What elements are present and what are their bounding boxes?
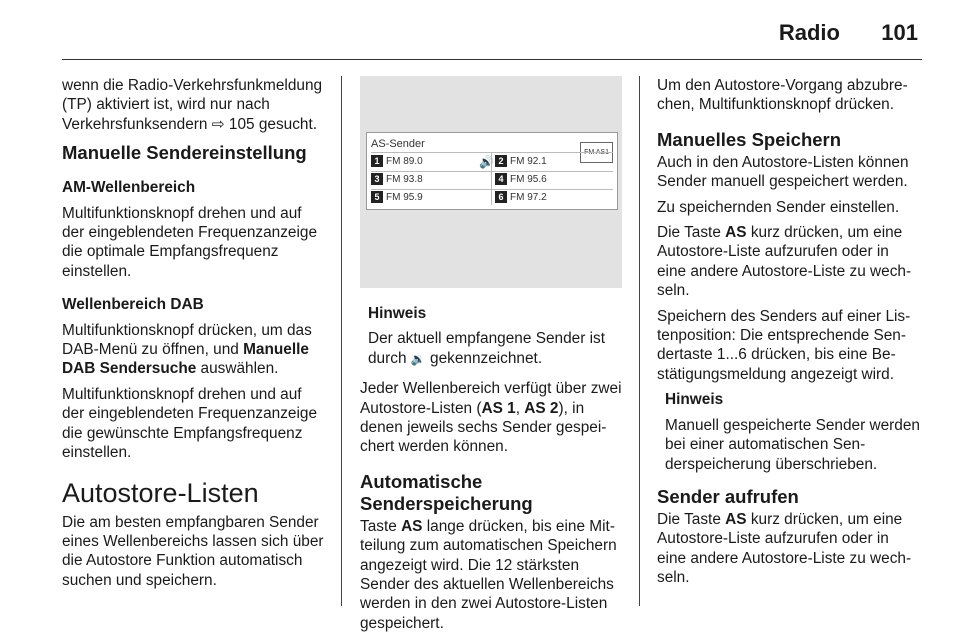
dab-paragraph bbox=[62, 321, 324, 379]
screen-divider bbox=[371, 152, 613, 153]
column-1 bbox=[62, 76, 324, 596]
autostore-screen-figure bbox=[360, 76, 622, 288]
bold-as: AS bbox=[725, 224, 747, 242]
text: , bbox=[515, 399, 525, 417]
heading-manual-tuning: Manuelle Sendereinstellung bbox=[62, 142, 307, 164]
station-1 bbox=[371, 154, 423, 170]
station-label: FM 92.1 bbox=[510, 156, 547, 167]
store-position-paragraph: Speichern des Senders auf einer Listenposition: Die entsprechende Sendertaste 1...6 drücken, bis eine Bestätigungsmeldung angezeigt wird. bbox=[657, 307, 911, 383]
manual-save-paragraph: Auch in den Autostore-Listen können Sender manuell gespeichert werden. bbox=[657, 153, 909, 191]
speaker-icon: 🔉 bbox=[410, 351, 426, 366]
bold-as1: AS 1 bbox=[481, 399, 516, 417]
preset-number: 1 bbox=[371, 155, 383, 167]
autostore-lists-paragraph bbox=[360, 379, 622, 457]
as-button-paragraph bbox=[657, 223, 922, 301]
station-label: FM 95.9 bbox=[386, 192, 423, 203]
column-divider-2 bbox=[639, 76, 640, 606]
heading-recall: Sender aufrufen bbox=[657, 485, 799, 507]
bold-as: AS bbox=[401, 517, 423, 535]
station-label: FM 97.2 bbox=[510, 192, 547, 203]
note-text-start: Der aktuell empfangene Sender ist durch bbox=[368, 330, 605, 367]
station-2 bbox=[495, 154, 547, 170]
column-divider-1 bbox=[341, 76, 342, 606]
preset-number: 6 bbox=[495, 191, 507, 203]
preset-number: 5 bbox=[371, 191, 383, 203]
tune-paragraph: Zu speichernden Sender einstellen. bbox=[657, 198, 900, 216]
text: kurz drücken, um eine Autostore-Liste aufzurufen oder in eine andere Autostore-Liste zu wechseln. bbox=[657, 510, 912, 587]
text: Taste bbox=[360, 517, 402, 535]
dab-paragraph-2: Multifunktionsknopf drehen und auf der eingeblendeten Frequenzanzeige die gewünschte Empfangsfrequenz einstellen. bbox=[62, 385, 317, 462]
station-3 bbox=[371, 172, 423, 188]
station-label: FM 89.0 bbox=[386, 156, 423, 167]
recall-paragraph bbox=[657, 510, 922, 588]
text: Die Taste bbox=[657, 510, 726, 528]
column-3 bbox=[657, 76, 922, 594]
note-box bbox=[657, 390, 922, 474]
note-box bbox=[360, 304, 622, 369]
dab-text: Multifunktionsknopf drücken, um das DAB-Menü zu öffnen, und bbox=[62, 321, 312, 359]
heading-auto-store: Automatische Senderspeicherung bbox=[360, 470, 533, 514]
note-text: Manuell gespeicherte Sender werden bei einer automatischen Senderspeicherung überschrieben. bbox=[665, 416, 920, 473]
display-screen bbox=[366, 132, 618, 210]
note-text bbox=[368, 329, 622, 369]
subheading-am: AM-Wellenbereich bbox=[62, 179, 196, 197]
text: ), in denen jeweils sechs Sender gespeichert werden können. bbox=[360, 399, 607, 456]
speaker-icon: 🔊 bbox=[479, 155, 494, 169]
note-title: Hinweis bbox=[368, 305, 427, 322]
header-rule bbox=[62, 59, 922, 60]
text: kurz drücken, um eine Autostore-Liste aufzurufen oder in eine andere Autostore-Liste zu wechseln. bbox=[657, 224, 912, 300]
heading-manual-save: Manuelles Speichern bbox=[657, 128, 842, 150]
autostore-paragraph: Die am besten empfangbaren Sender eines Wellenbereichs lassen sich über die Autostore Funktion automatisch suchen und speichern. bbox=[62, 513, 324, 589]
station-4 bbox=[495, 172, 547, 188]
dab-text-end: auswählen. bbox=[196, 360, 279, 378]
bold-as2: AS 2 bbox=[524, 399, 559, 417]
dab-bold-term: Manuelle DAB Sendersuche bbox=[62, 341, 309, 378]
screen-title: AS-Sender bbox=[371, 138, 425, 150]
text: Die Taste bbox=[657, 224, 726, 242]
bold-as: AS bbox=[725, 510, 747, 528]
preset-number: 3 bbox=[371, 173, 383, 185]
text: lange drücken, bis eine Mitteilung zum automatischen Speichern angezeigt wird. Die 12 stärksten Sender des aktuellen Wellenbereichs werden in den zwei Autostore-Listen gespeichert. bbox=[360, 517, 617, 632]
am-paragraph: Multifunktionsknopf drehen und auf der eingeblendeten Frequenzanzeige die optimale Empfangsfrequenz einstellen. bbox=[62, 204, 317, 280]
station-6 bbox=[495, 190, 547, 206]
station-label: FM 93.8 bbox=[386, 174, 423, 185]
preset-number: 2 bbox=[495, 155, 507, 167]
note-title: Hinweis bbox=[665, 391, 724, 409]
text: Jeder Wellenbereich verfügt über zwei Autostore-Listen ( bbox=[360, 380, 622, 417]
subheading-dab: Wellenbereich DAB bbox=[62, 296, 204, 314]
heading-autostore: Autostore-Listen bbox=[62, 477, 259, 508]
station-5 bbox=[371, 190, 423, 206]
station-label: FM 95.6 bbox=[510, 174, 547, 185]
preset-number: 4 bbox=[495, 173, 507, 185]
column-2 bbox=[360, 76, 622, 639]
cancel-paragraph: Um den Autostore-Vorgang abzubrechen, Multifunktionsknopf drücken. bbox=[657, 77, 908, 114]
page-number: 101 bbox=[881, 20, 918, 45]
intro-paragraph: wenn die Radio-Verkehrsfunkmeldung (TP) aktiviert ist, wird nur nach Verkehrsfunksendern ⇨ 105 gesucht. bbox=[62, 77, 323, 133]
section-title: Radio bbox=[778, 20, 840, 45]
note-text-end: gekennzeichnet. bbox=[425, 349, 543, 367]
auto-store-paragraph bbox=[360, 517, 622, 633]
